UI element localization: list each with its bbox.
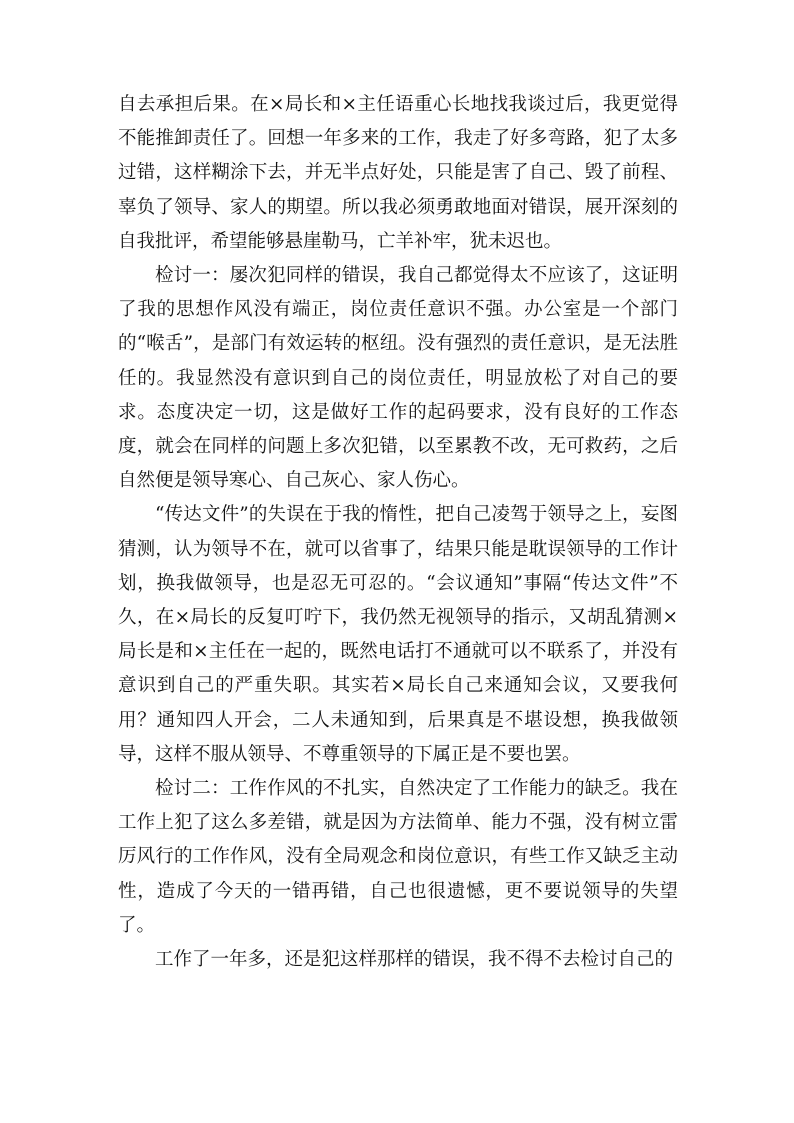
- paragraph-2: 检讨一：屡次犯同样的错误，我自己都觉得太不应该了，这证明了我的思想作风没有端正，岗位责任意识不强。办公室是一个部门的“喉舌”，是部门有效运转的枢纽。没有强烈的责任意识，是无法胜任的。我显然没有意识到自己的岗位责任，明显放松了对自己的要求。态度决定一切，这是做好工作的起码要求，没有良好的工作态度，就会在同样的问题上多次犯错，以至累教不改，无可救药，之后自然便是领导寒心、自己灰心、家人伤心。: [118, 265, 678, 492]
- paragraph-3: “传达文件”的失误在于我的惰性，把自己凌驾于领导之上，妄图猜测，认为领导不在，就可以省事了，结果只能是耽误领导的工作计划，换我做领导，也是忍无可忍的。“会议通知”事隔“传达文件”不久，在×局长的反复叮咛下，我仍然无视领导的指示，又胡乱猜测×局长是和×主任在一起的，既然电话打不通就可以不联系了，并没有意识到自己的严重失职。其实若×局长自己来通知会议，又要我何用？通知四人开会，二人未通知到，后果真是不堪设想，换我做领导，这样不服从领导、不尊重领导的下属正是不要也罢。: [118, 504, 678, 765]
- paragraph-4: 检讨二：工作作风的不扎实，自然决定了工作能力的缺乏。我在工作上犯了这么多差错，就是因为方法简单、能力不强，没有树立雷厉风行的工作作风，没有全局观念和岗位意识，有些工作又缺乏主动性，造成了今天的一错再错，自己也很遗憾，更不要说领导的失望了。: [118, 778, 678, 936]
- paragraph-5: 工作了一年多，还是犯这样那样的错误，我不得不去检讨自己的: [155, 949, 674, 971]
- document-body: [118, 88, 678, 977]
- paragraph-1: 自去承担后果。在×局长和×主任语重心长地找我谈过后，我更觉得不能推卸责任了。回想一年多来的工作，我走了好多弯路，犯了太多过错，这样糊涂下去，并无半点好处，只能是害了自己、毁了前程、辜负了领导、家人的期望。所以我必须勇敢地面对错误，展开深刻的自我批评，希望能够悬崖勒马，亡羊补牢，犹未迟也。: [118, 94, 678, 252]
